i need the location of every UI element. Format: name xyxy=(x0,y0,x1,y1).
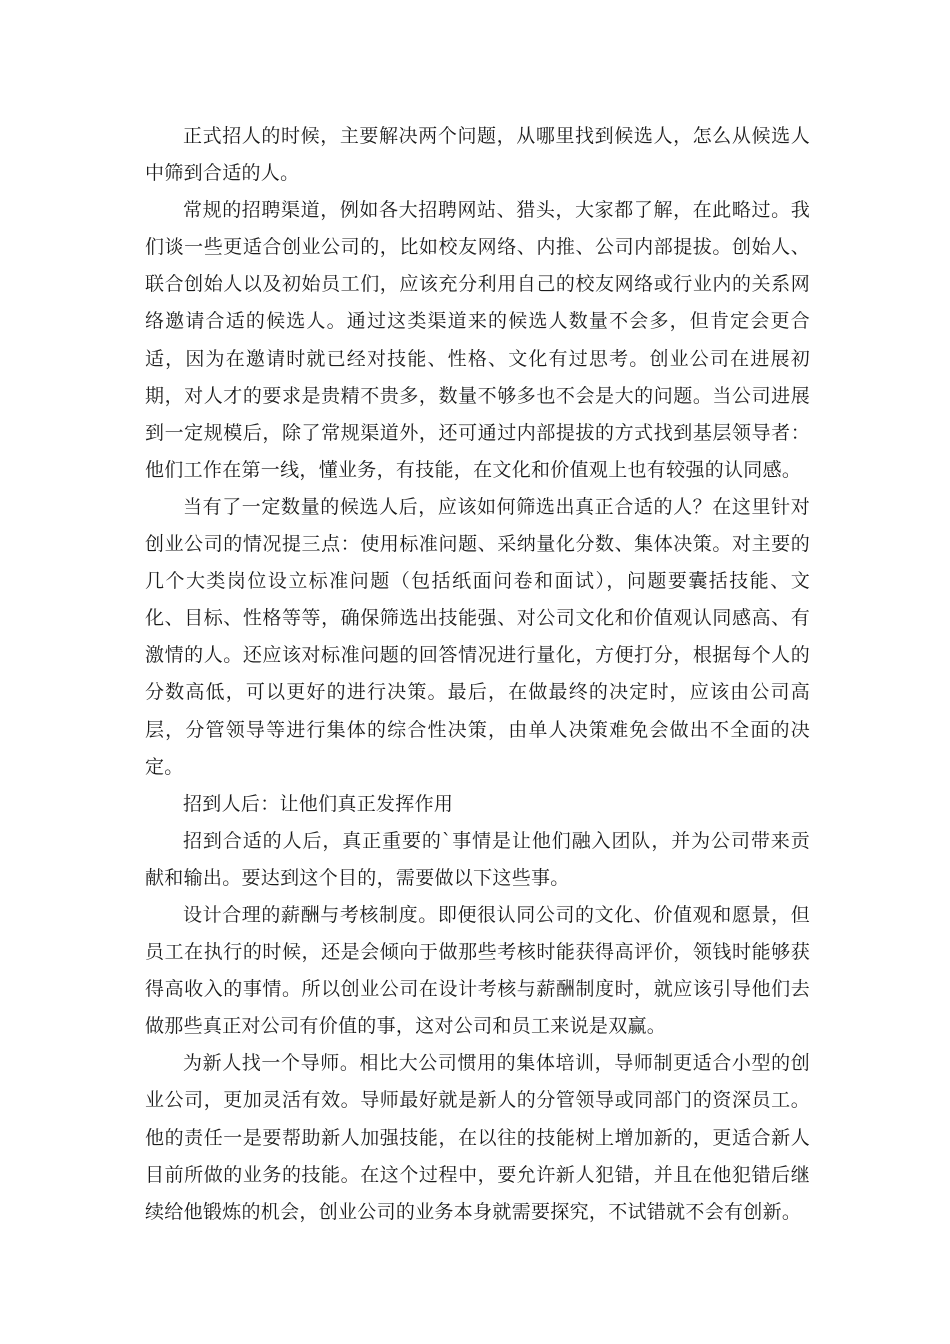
document-body xyxy=(145,118,810,1231)
paragraph-integration: 招到合适的人后，真正重要的`事情是让他们融入团队，并为公司带来贡献和输出。要达到这个目的，需要做以下这些事。 xyxy=(145,829,810,889)
section-heading: 招到人后：让他们真正发挥作用 xyxy=(183,792,454,815)
paragraph-screening: 当有了一定数量的候选人后，应该如何筛选出真正合适的人？在这里针对创业公司的情况提三点：使用标准问题、采纳量化分数、集体决策。对主要的几个大类岗位设立标准问题（包括纸面问卷和面试），问题要囊括技能、文化、目标、性格等等，确保筛选出技能强、对公司文化和价值观认同感高、有激情的人。还应该对标准问题的回答情况进行量化，方便打分，根据每个人的分数高低，可以更好的进行决策。最后，在做最终的决定时，应该由公司高层，分管领导等进行集体的综合性决策，由单人决策难免会做出不全面的决定。 xyxy=(145,495,810,778)
paragraph-mentor: 为新人找一个导师。相比大公司惯用的集体培训，导师制更适合小型的创业公司，更加灵活有效。导师最好就是新人的分管领导或同部门的资深员工。他的责任一是要帮助新人加强技能，在以往的技能树上增加新的，更适合新人目前所做的业务的技能。在这个过程中，要允许新人犯错，并且在他犯错后继续给他锻炼的机会，创业公司的业务本身就需要探究，不试错就不会有创新。 xyxy=(145,1052,810,1223)
paragraph-compensation: 设计合理的薪酬与考核制度。即便很认同公司的文化、价值观和愿景，但员工在执行的时候，还是会倾向于做那些考核时能获得高评价，领钱时能够获得高收入的事情。所以创业公司在设计考核与薪酬制度时，就应该引导他们去做那些真正对公司有价值的事，这对公司和员工来说是双赢。 xyxy=(145,903,810,1038)
paragraph-intro: 正式招人的时候，主要解决两个问题，从哪里找到候选人，怎么从候选人中筛到合适的人。 xyxy=(145,125,810,185)
paragraph-recruiting-channels: 常规的招聘渠道，例如各大招聘网站、猎头，大家都了解，在此略过。我们谈一些更适合创业公司的，比如校友网络、内推、公司内部提拔。创始人、联合创始人以及初始员工们，应该充分利用自己的校友网络或行业内的关系网络邀请合适的候选人。通过这类渠道来的候选人数量不会多，但肯定会更合适，因为在邀请时就已经对技能、性格、文化有过思考。创业公司在进展初期，对人才的要求是贵精不贵多，数量不够多也不会是大的问题。当公司进展到一定规模后，除了常规渠道外，还可通过内部提拔的方式找到基层领导者：他们工作在第一线，懂业务，有技能，在文化和价值观上也有较强的认同感。 xyxy=(145,199,810,481)
